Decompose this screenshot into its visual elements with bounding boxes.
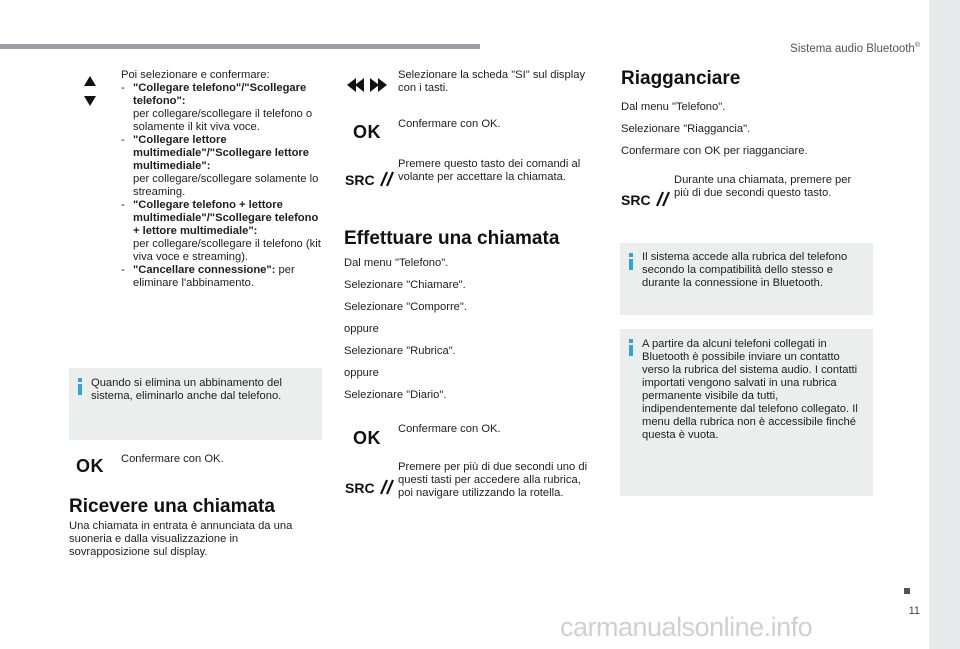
svg-text:SRC: SRC <box>345 172 375 188</box>
info-icon <box>629 339 633 356</box>
svg-text:SRC: SRC <box>621 192 651 208</box>
receive-call-heading: Ricevere una chiamata <box>69 496 275 517</box>
watermark: carmanualsonline.info <box>560 612 813 642</box>
hangup-steps <box>621 101 871 158</box>
info-box <box>620 329 873 496</box>
info-icon <box>78 378 82 395</box>
step-text: Dal menu "Telefono". <box>344 257 449 269</box>
list-item: - "Cancellare connessione": per eliminare l'abbinamento. <box>121 264 321 290</box>
page-margin-band <box>929 0 960 649</box>
press-long-text: Premere per più di due secondi uno di questi tasti per accedere alla rubrica, poi navigare utilizzando la rotella. <box>398 461 588 499</box>
info-text: A partire da alcuni telefoni collegati in Bluetooth è possibile inviare un contatto verso la rubrica del sistema audio. I contatti importati vengono salvati in una rubrica permanente visibile da tutti, indipendentemente dal telefono collegato. Il menu della rubrica non è accessibile finché questa è vuota. <box>642 338 858 441</box>
step-text: Selezionare "Diario". <box>344 389 447 401</box>
options-block <box>121 69 321 290</box>
step-text: Selezionare "Riaggancia". <box>621 123 751 135</box>
step-text: Confermare con OK per riagganciare. <box>621 145 808 157</box>
confirm-ok-text: Confermare con OK. <box>121 453 224 465</box>
ok-button-icon: OK <box>76 456 104 476</box>
during-call-text: Durante una chiamata, premere per più di due secondi questo tasto. <box>674 174 852 199</box>
src-steering-control-icon <box>621 188 671 210</box>
list-item: - "Collegare lettore multimediale"/"Scollegare lettore multimediale": per collegare/scollegare solamente lo streaming. <box>121 134 321 199</box>
step-text: oppure <box>344 323 379 335</box>
make-call-heading: Effettuare una chiamata <box>344 228 560 249</box>
hangup-heading: Riagganciare <box>621 68 741 89</box>
up-down-arrows-icon <box>70 72 110 112</box>
step-text: Selezionare "Chiamare". <box>344 279 466 291</box>
step-text: Selezionare "Rubrica". <box>344 345 456 357</box>
page-number: 11 <box>908 605 920 617</box>
svg-text:SRC: SRC <box>345 480 375 496</box>
make-call-steps <box>344 257 574 402</box>
top-rule <box>0 44 480 49</box>
left-right-arrows-icon <box>345 76 389 94</box>
confirm-ok-text: Confermare con OK. <box>398 423 501 435</box>
list-item: - "Collegare telefono + lettore multimediale"/"Scollegare telefono + lettore multimediale": per collegare/scollegare il telefono (kit viva voce e streaming). <box>121 199 321 264</box>
info-box <box>69 368 322 440</box>
page-marker <box>904 588 910 594</box>
step-text: Selezionare "Comporre". <box>344 301 467 313</box>
src-steering-control-icon <box>345 476 395 498</box>
info-text: Quando si elimina un abbinamento del sistema, eliminarlo anche dal telefono. <box>91 377 282 402</box>
ok-button-icon: OK <box>353 428 381 448</box>
step-text: oppure <box>344 367 379 379</box>
list-item: - "Collegare telefono"/"Scollegare telefono": per collegare/scollegare il telefono o solamente il kit viva voce. <box>121 82 321 134</box>
step-text: Dal menu "Telefono". <box>621 101 726 113</box>
options-list <box>121 82 321 290</box>
receive-call-text: Una chiamata in entrata è annunciata da una suoneria e dalla visualizzazione in sovrapposizione sul display. <box>69 520 293 558</box>
press-accept-text: Premere questo tasto dei comandi al volante per accettare la chiamata. <box>398 158 581 183</box>
ok-button-icon: OK <box>353 122 381 142</box>
info-text: Il sistema accede alla rubrica del telefono secondo la compatibilità dello stesso e durante la connessione in Bluetooth. <box>642 251 848 289</box>
section-title: Sistema audio Bluetooth® <box>790 42 920 55</box>
info-box <box>620 243 873 315</box>
confirm-ok-text: Confermare con OK. <box>398 118 501 130</box>
src-steering-control-icon <box>345 168 395 190</box>
info-icon <box>629 253 633 270</box>
select-tab-text: Selezionare la scheda "SI" sul display con i tasti. <box>398 69 586 94</box>
options-intro: Poi selezionare e confermare: <box>121 69 270 81</box>
